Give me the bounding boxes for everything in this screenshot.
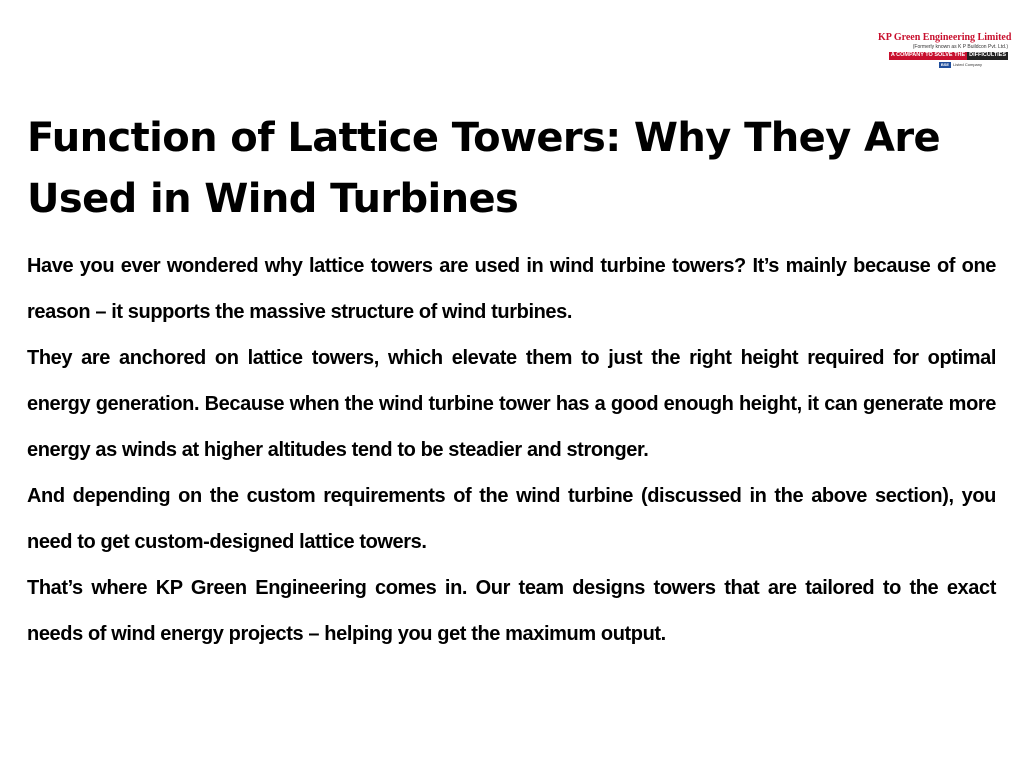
logo-company-name: KP Green Engineering Limited <box>878 32 1012 43</box>
company-logo <box>878 32 1012 68</box>
paragraph-kp-green: That’s where KP Green Engineering comes in. Our team designs towers that are tailored to the exact needs of wind energy projects – helping you get the maximum output. <box>27 577 996 645</box>
paragraph-intro: Have you ever wondered why lattice towers are used in wind turbine towers? It’s mainly because of one reason – it supports the massive structure of wind turbines. <box>27 255 996 323</box>
logo-exchange-badge: BSE <box>940 61 950 67</box>
paragraph-custom-design: And depending on the custom requirements of the wind turbine (discussed in the above section), you need to get custom-designed lattice towers. <box>27 485 996 553</box>
logo-tagline-dark: DIFFICULTIES <box>969 52 1006 58</box>
logo-formerly-text: (Formerly known as K P Buildcon Pvt. Ltd.) <box>912 44 1008 50</box>
logo-tagline-red: A COMPANY TO SOLVE THE <box>890 52 966 58</box>
logo-tagline <box>878 52 1008 60</box>
slide-body <box>27 243 996 657</box>
logo-listed-text: Listed Company <box>953 61 982 67</box>
paragraph-height: They are anchored on lattice towers, which elevate them to just the right height required for optimal energy generation. Because when the wind turbine tower has a good enough height, it can generate more energy as winds at higher altitudes tend to be steadier and stronger. <box>27 347 996 461</box>
logo-listed-row <box>878 62 982 68</box>
slide-title: Function of Lattice Towers: Why They Are Used in Wind Turbines <box>27 115 941 222</box>
